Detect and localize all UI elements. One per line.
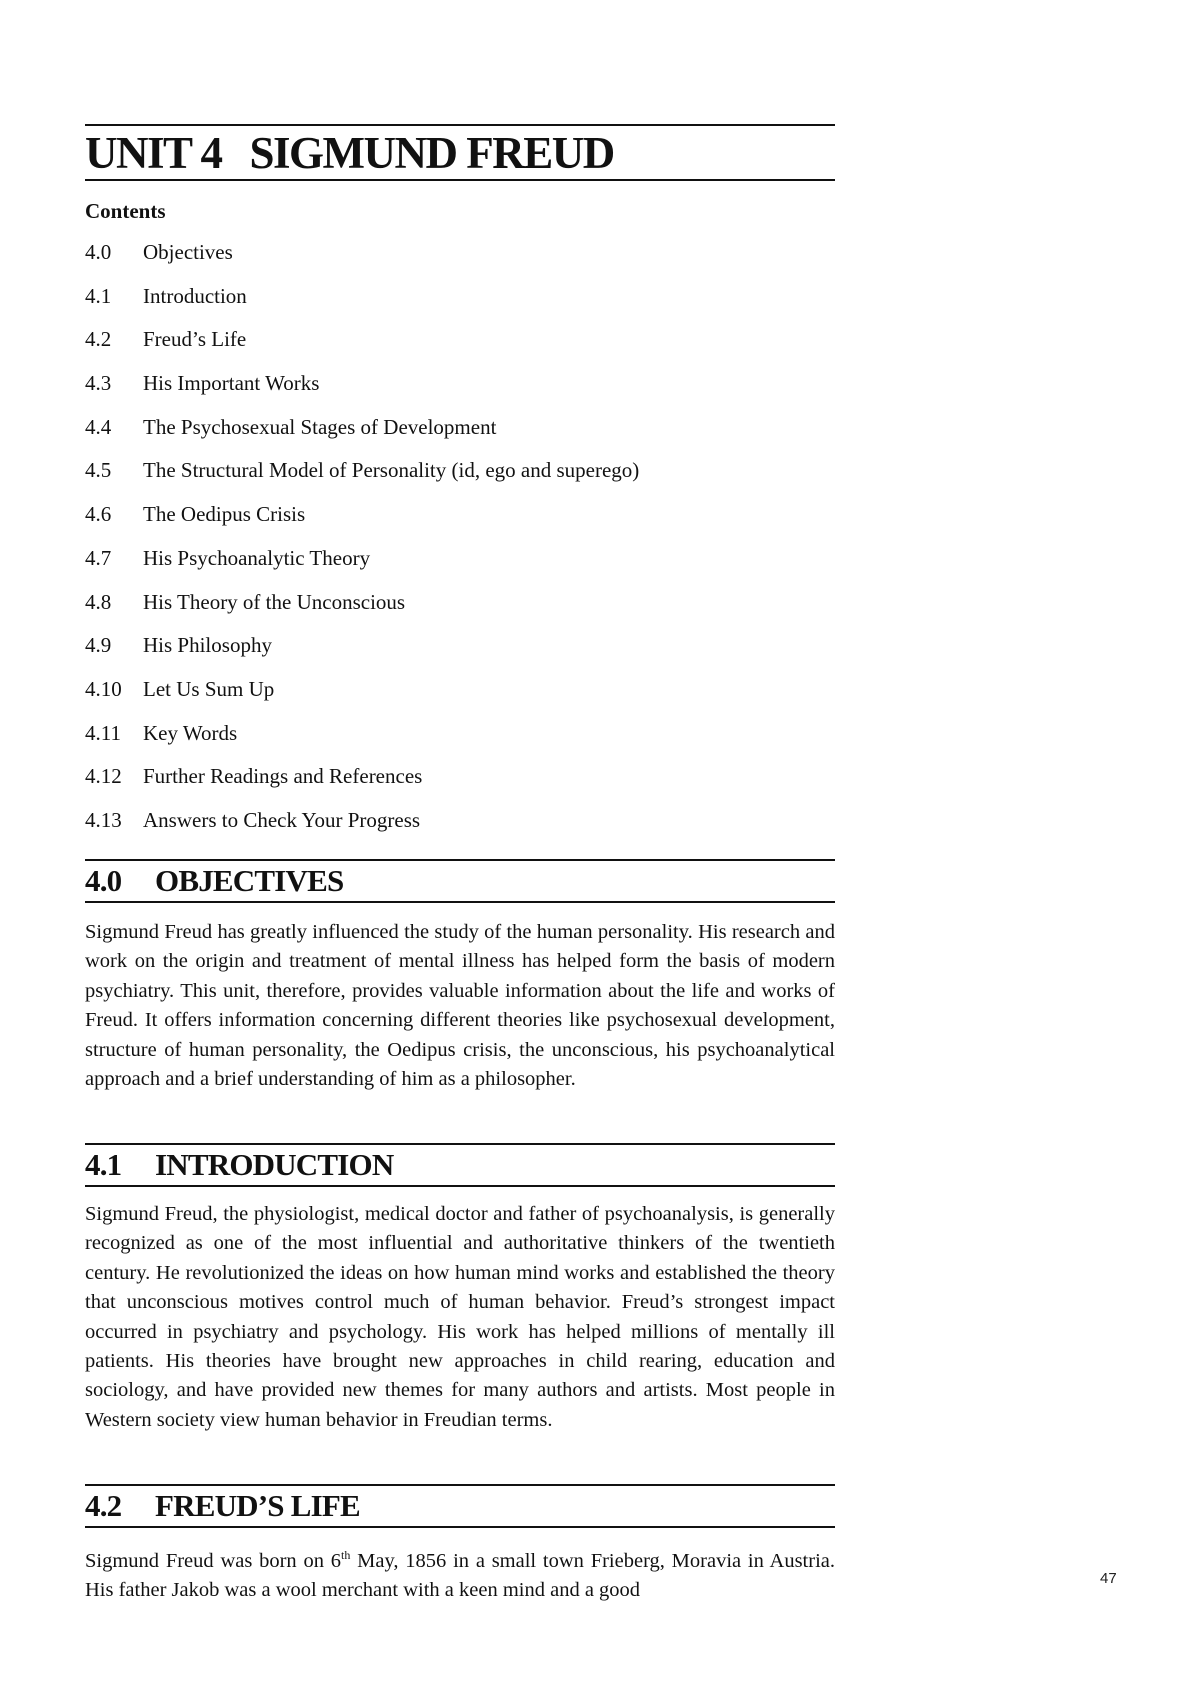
contents-item-number: 4.3 (85, 371, 112, 396)
objectives-paragraph: Sigmund Freud has greatly influenced the study of the human personality. His research and work on the origin and treatment of mental illness has helped form the basis of modern psychiatry. This unit, therefore, provides valuable information about the life and works of Freud. It offers information concerning different theories like psychosexual development, structure of human personality, the Oedipus crisis, the unconscious, his psychoanalytical approach and a brief understanding of him as a philosopher. (85, 921, 835, 1091)
contents-item-number: 4.6 (85, 502, 112, 527)
life-bottom-rule (85, 1526, 835, 1528)
contents-item-title: Let Us Sum Up (143, 676, 275, 701)
contents-item (85, 808, 639, 852)
contents-item-number: 4.9 (85, 633, 112, 658)
introduction-bottom-rule (85, 1185, 835, 1187)
contents-item-number: 4.4 (85, 414, 112, 439)
contents-item-number: 4.10 (85, 676, 122, 701)
contents-item (85, 764, 639, 808)
contents-item (85, 240, 639, 284)
page-number: 47 (1100, 1570, 1117, 1587)
contents-item (85, 546, 639, 590)
contents-item-title: His Psychoanalytic Theory (143, 545, 371, 570)
contents-item-title: His Theory of the Unconscious (143, 589, 406, 614)
contents-item-number: 4.2 (85, 327, 112, 352)
section-title: FREUD’S LIFE (155, 1488, 360, 1523)
section-number: 4.2 (85, 1488, 122, 1523)
contents-item (85, 721, 639, 765)
contents-item-title: Introduction (143, 283, 247, 308)
contents-item-title: His Important Works (143, 371, 320, 396)
contents-item (85, 633, 639, 677)
contents-item-number: 4.7 (85, 545, 112, 570)
contents-item-title: His Philosophy (143, 633, 272, 658)
contents-item-number: 4.12 (85, 764, 122, 789)
contents-item-title: The Psychosexual Stages of Development (143, 414, 497, 439)
contents-item (85, 502, 639, 546)
objectives-bottom-rule (85, 901, 835, 903)
contents-item (85, 327, 639, 371)
contents-item-title: Further Readings and References (143, 764, 423, 789)
contents-item-title: The Structural Model of Personality (id, ego and superego) (143, 458, 640, 483)
introduction-top-rule (85, 1143, 835, 1145)
unit-name: SIGMUND FREUD (249, 128, 614, 178)
contents-item-number: 4.0 (85, 240, 112, 264)
life-paragraph (85, 1541, 835, 1606)
title-bottom-rule (85, 179, 835, 181)
contents-item-number: 4.1 (85, 283, 112, 308)
section-number: 4.0 (85, 863, 122, 898)
introduction-paragraph: Sigmund Freud, the physiologist, medical doctor and father of psychoanalysis, is generally recognized as one of the most influential and authoritative thinkers of the twentieth century. He revolutionized the ideas on how human mind works and established the theory that unconscious motives control much of human behavior. Freud’s strongest impact occurred in psychiatry and psychology. His work has helped millions of mentally ill patients. His theories have brought new approaches in child rearing, education and sociology, and have provided new themes for many authors and artists. Most people in Western society view human behavior in Freudian terms. (85, 1203, 835, 1431)
contents-item-title: Key Words (143, 720, 238, 745)
contents-item (85, 371, 639, 415)
contents-item-title: The Oedipus Crisis (143, 502, 306, 527)
contents-item-title: Objectives (143, 240, 233, 264)
contents-item-number: 4.5 (85, 458, 112, 483)
contents-item-number: 4.13 (85, 807, 122, 832)
contents-item-title: Freud’s Life (143, 327, 247, 352)
unit-title (85, 126, 614, 180)
contents-item (85, 458, 639, 502)
contents-label: Contents (85, 199, 166, 223)
contents-item (85, 677, 639, 721)
objectives-heading (85, 863, 343, 899)
life-heading (85, 1488, 360, 1524)
contents-item-number: 4.8 (85, 589, 112, 614)
life-top-rule (85, 1484, 835, 1486)
introduction-heading (85, 1147, 393, 1183)
unit-number: UNIT 4 (85, 128, 222, 178)
objectives-top-rule (85, 859, 835, 861)
section-title: INTRODUCTION (155, 1147, 394, 1182)
life-text-rest: May, 1856 in a small town Frieberg, Moravia in Austria. His father Jakob was a wool merchant with a keen mind and a good (85, 1549, 835, 1602)
contents-item-number: 4.11 (85, 720, 121, 745)
contents-item (85, 415, 639, 459)
section-number: 4.1 (85, 1147, 122, 1182)
contents-item (85, 284, 639, 328)
contents-item (85, 590, 639, 634)
ordinal-superscript: th (341, 1548, 351, 1562)
life-text-start: Sigmund Freud was born on 6 (85, 1549, 342, 1572)
contents-item-title: Answers to Check Your Progress (143, 807, 421, 832)
section-title: OBJECTIVES (155, 863, 344, 898)
contents-list (85, 240, 639, 852)
